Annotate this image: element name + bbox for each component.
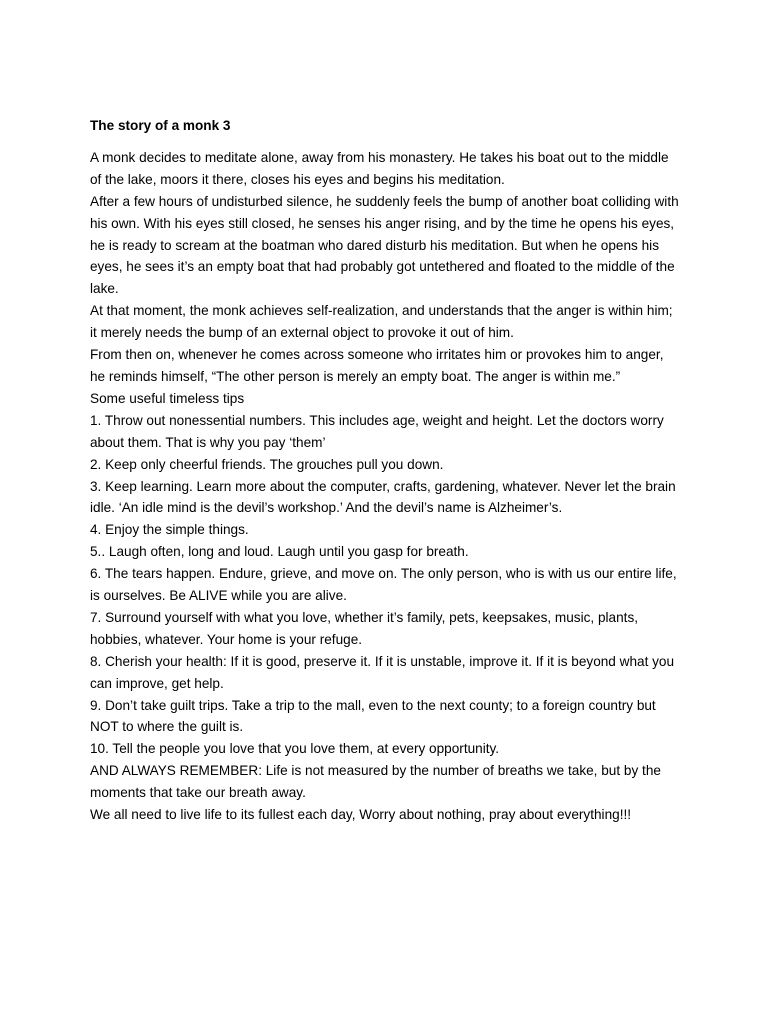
tip-5: 5.. Laugh often, long and loud. Laugh until you gasp for breath. bbox=[90, 544, 469, 560]
paragraph-3: At that moment, the monk achieves self-realization, and understands that the anger is within him; it merely needs the bump of an external object to provoke it out of him. bbox=[90, 303, 673, 341]
paragraph-1: A monk decides to meditate alone, away from his monastery. He takes his boat out to the middle of the lake, moors it there, closes his eyes and begins his meditation. bbox=[90, 149, 669, 187]
tip-3: 3. Keep learning. Learn more about the computer, crafts, gardening, whatever. Never let the brain idle. ‘An idle mind is the devil’s workshop.’ And the devil’s name is Alzheimer’s. bbox=[90, 478, 676, 516]
document-body bbox=[90, 115, 682, 826]
remember-paragraph: AND ALWAYS REMEMBER: Life is not measured by the number of breaths we take, but by the moments that take our breath away. bbox=[90, 763, 661, 801]
paragraph-2: After a few hours of undisturbed silence, he suddenly feels the bump of another boat colliding with his own. With his eyes still closed, he senses his anger rising, and by the time he opens his eyes, he is ready to scream at the boatman who dared disturb his meditation. But when he opens his eyes, he sees it’s an empty boat that had probably got untethered and floated to the middle of the lake. bbox=[90, 193, 679, 297]
tips-heading: Some useful timeless tips bbox=[90, 390, 245, 406]
document-title: The story of a monk 3 bbox=[90, 118, 231, 133]
tip-1: 1. Throw out nonessential numbers. This includes age, weight and height. Let the doctors worry about them. That is why you pay ‘them’ bbox=[90, 412, 664, 450]
closing-paragraph: We all need to live life to its fullest each day, Worry about nothing, pray about everything!!! bbox=[90, 807, 632, 823]
tip-4: 4. Enjoy the simple things. bbox=[90, 522, 249, 538]
tip-10: 10. Tell the people you love that you love them, at every opportunity. bbox=[90, 741, 500, 757]
tip-7: 7. Surround yourself with what you love, whether it’s family, pets, keepsakes, music, plants, hobbies, whatever. Your home is your refuge. bbox=[90, 609, 639, 647]
tip-9: 9. Don’t take guilt trips. Take a trip to the mall, even to the next county; to a foreign country but NOT to where the guilt is. bbox=[90, 697, 656, 735]
tip-8: 8. Cherish your health: If it is good, preserve it. If it is unstable, improve it. If it is beyond what you can improve, get help. bbox=[90, 653, 675, 691]
paragraph-4: From then on, whenever he comes across someone who irritates him or provokes him to anger, he reminds himself, “The other person is merely an empty boat. The anger is within me.” bbox=[90, 347, 664, 384]
tip-6: 6. The tears happen. Endure, grieve, and move on. The only person, who is with us our entire life, is ourselves. Be ALIVE while you are alive. bbox=[90, 566, 677, 604]
tip-2: 2. Keep only cheerful friends. The grouches pull you down. bbox=[90, 456, 444, 472]
